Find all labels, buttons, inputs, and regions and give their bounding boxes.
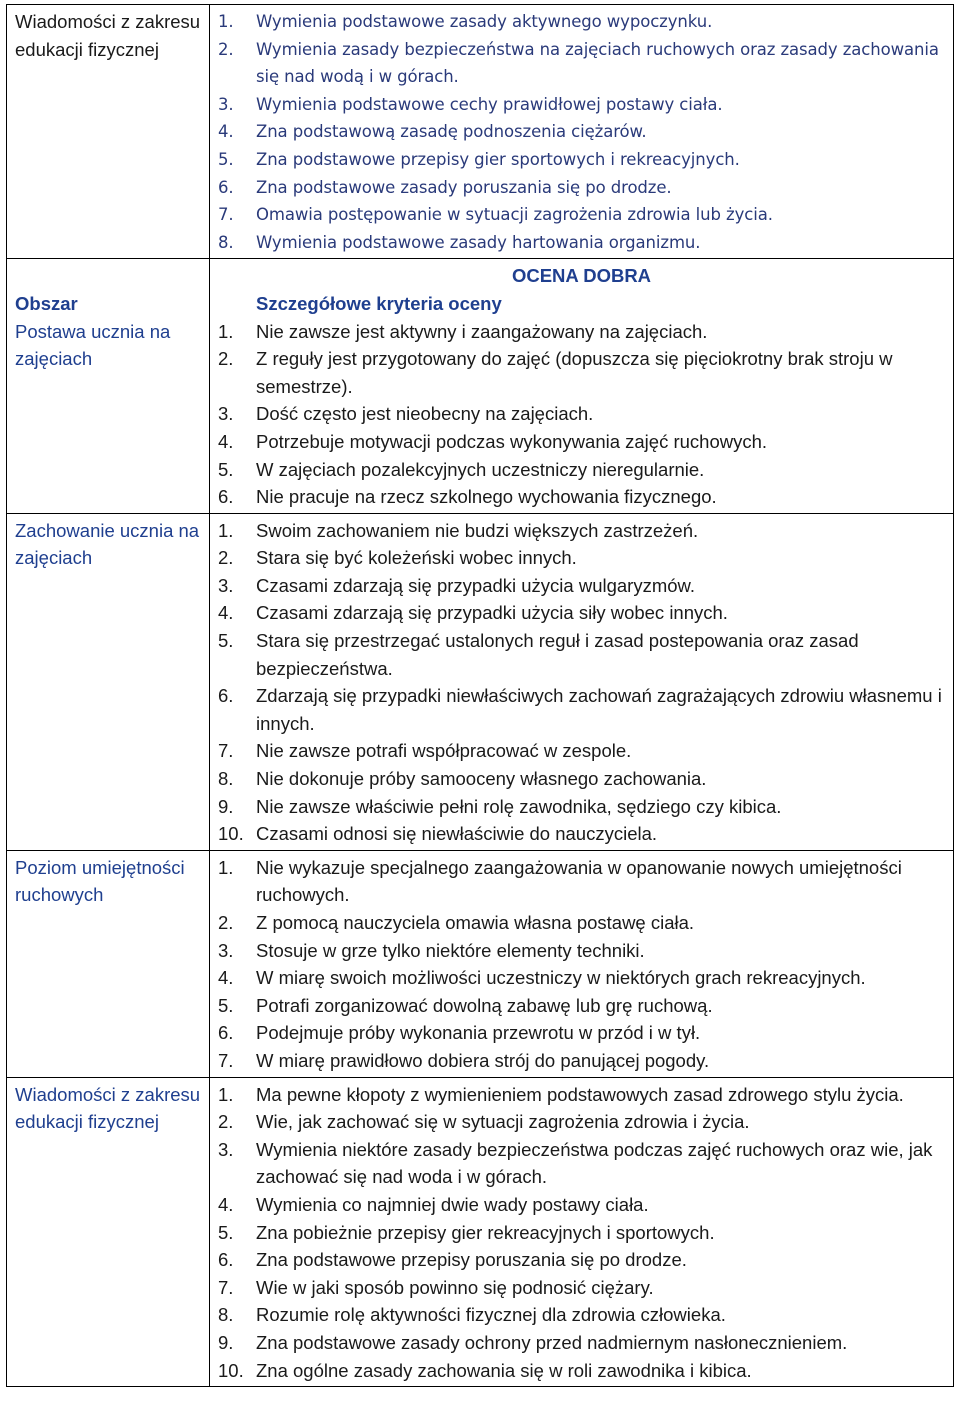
list-item: 6. Zdarzają się przypadki niewłaściwych zachowań zagrażających zdrowiu własnemu i innych. — [218, 685, 942, 734]
list-item: 8. Rozumie rolę aktywności fizycznej dla zdrowia człowieka. — [218, 1304, 726, 1326]
criteria-list-zachowanie — [218, 517, 945, 848]
list-item: 3. Czasami zdarzają się przypadki użycia wulgaryzmów. — [218, 574, 696, 596]
list-item: 4. Czasami zdarzają się przypadki użycia siły wobec innych. — [218, 602, 728, 624]
list-item: 8. Wymienia podstawowe zasady hartowania organizmu. — [218, 232, 701, 252]
grade-title: OCENA DOBRA — [511, 265, 652, 287]
list-item: 8. Nie dokonuje próby samooceny własnego zachowania. — [218, 768, 707, 790]
list-item: 4. Wymienia co najmniej dwie wady postawy ciała. — [218, 1193, 649, 1215]
list-item: 2. Wie, jak zachować się w sytuacji zagrożenia zdrowia i życia. — [218, 1111, 750, 1133]
area-label-wiedza-top: Wiadomości z zakresu edukacji fizycznej — [7, 5, 210, 259]
list-item: 7. W miarę prawidłowo dobiera strój do panującej pogody. — [218, 1049, 710, 1071]
area-label-postawa — [7, 259, 210, 513]
criteria-cell-wiedza-top — [210, 5, 954, 259]
row-wiedza-top — [7, 5, 954, 259]
row-zachowanie — [7, 513, 954, 850]
criteria-table — [6, 4, 954, 1387]
area-label-zachowanie: Zachowanie ucznia na zajęciach — [7, 513, 210, 850]
area-label-poziom: Poziom umiejętności ruchowych — [7, 850, 210, 1077]
criteria-cell-wiedza-bottom — [210, 1077, 954, 1387]
list-item: 2. Wymienia zasady bezpieczeństwa na zajęciach ruchowych oraz zasady zachowania się nad wodą i w górach. — [218, 39, 939, 87]
obszar-heading: Obszar — [15, 292, 78, 314]
list-item: 10. Czasami odnosi się niewłaściwie do nauczyciela. — [218, 823, 658, 845]
list-item: 3. Wymienia podstawowe cechy prawidłowej postawy ciała. — [218, 94, 723, 114]
list-item: 3. Stosuje w grze tylko niektóre elementy techniki. — [218, 939, 645, 961]
list-item: 1. Wymienia podstawowe zasady aktywnego wypoczynku. — [218, 12, 713, 31]
list-item: 4. W miarę swoich możliwości uczestniczy w niektórych grach rekreacyjnych. — [218, 967, 866, 989]
list-item: 6. Zna podstawowe zasady poruszania się po drodze. — [218, 177, 672, 197]
list-item: 7. Omawia postępowanie w sytuacji zagrożenia zdrowia lub życia. — [218, 205, 773, 225]
list-item: 7. Wie w jaki sposób powinno się podnosić ciężary. — [218, 1276, 654, 1298]
list-item: 3. Dość często jest nieobecny na zajęciach. — [218, 403, 594, 425]
criteria-list-poziom — [218, 854, 945, 1075]
list-item: 2. Z reguły jest przygotowany do zajęć (dopuszcza się pięciokrotny brak stroju w semestrze). — [218, 348, 893, 397]
list-item: 7. Nie zawsze potrafi współpracować w zespole. — [218, 740, 632, 762]
list-item: 2. Z pomocą nauczyciela omawia własna postawę ciała. — [218, 912, 695, 933]
area-label-wiedza-bottom: Wiadomości z zakresu edukacji fizycznej — [7, 1077, 210, 1387]
list-item: 1. Ma pewne kłopoty z wymienieniem podstawowych zasad zdrowego stylu życia. — [218, 1083, 904, 1105]
criteria-list-postawa — [218, 318, 945, 511]
list-item: 9. Nie zawsze właściwie pełni rolę zawodnika, sędziego czy kibica. — [218, 795, 782, 817]
list-item: 5. Potrafi zorganizować dowolną zabawę lub grę ruchową. — [218, 994, 713, 1016]
list-item: 1. Nie wykazuje specjalnego zaangażowania w opanowanie nowych umiejętności ruchowych. — [218, 856, 902, 906]
area-label-postawa-text: Postawa ucznia na zajęciach — [15, 320, 171, 370]
criteria-cell-zachowanie — [210, 513, 954, 850]
list-item: 5. Zna pobieżnie przepisy gier rekreacyjnych i sportowych. — [218, 1221, 715, 1243]
list-item: 1. Swoim zachowaniem nie budzi większych zastrzeżeń. — [218, 519, 699, 541]
list-item: 5. Stara się przestrzegać ustalonych reguł i zasad postepowania oraz zasad bezpieczeństwa. — [218, 630, 859, 679]
list-item: 5. W zajęciach pozalekcyjnych uczestniczy nieregularnie. — [218, 458, 705, 480]
list-item: 4. Potrzebuje motywacji podczas wykonywania zajęć ruchowych. — [218, 430, 768, 452]
list-item: 1. Nie zawsze jest aktywny i zaangażowany na zajęciach. — [218, 320, 708, 342]
criteria-cell-postawa — [210, 259, 954, 513]
list-item: 6. Podejmuje próby wykonania przewrotu w przód i w tył. — [218, 1022, 701, 1044]
criteria-heading: Szczegółowe kryteria oceny — [256, 292, 502, 314]
list-item: 4. Zna podstawową zasadę podnoszenia ciężarów. — [218, 122, 647, 142]
list-item: 6. Nie pracuje na rzecz szkolnego wychowania fizycznego. — [218, 486, 717, 508]
criteria-list-wiedza-bottom — [218, 1081, 945, 1385]
row-postawa — [7, 259, 954, 513]
list-item: 2. Stara się być koleżeński wobec innych. — [218, 547, 577, 569]
row-wiedza-bottom — [7, 1077, 954, 1387]
row-poziom — [7, 850, 954, 1077]
criteria-list-wiedza-top — [218, 8, 945, 256]
spacer — [15, 262, 201, 290]
list-item: 3. Wymienia niektóre zasady bezpieczeństwa podczas zajęć ruchowych oraz wie, jak zachować się nad woda i w górach. — [218, 1138, 933, 1188]
list-item: 9. Zna podstawowe zasady ochrony przed nadmiernym nasłonecznieniem. — [218, 1331, 848, 1353]
list-item: 10. Zna ogólne zasady zachowania się w roli zawodnika i kibica. — [218, 1359, 752, 1381]
list-item: 5. Zna podstawowe przepisy gier sportowych i rekreacyjnych. — [218, 149, 740, 169]
criteria-cell-poziom — [210, 850, 954, 1077]
list-item: 6. Zna podstawowe przepisy poruszania się po drodze. — [218, 1249, 687, 1271]
